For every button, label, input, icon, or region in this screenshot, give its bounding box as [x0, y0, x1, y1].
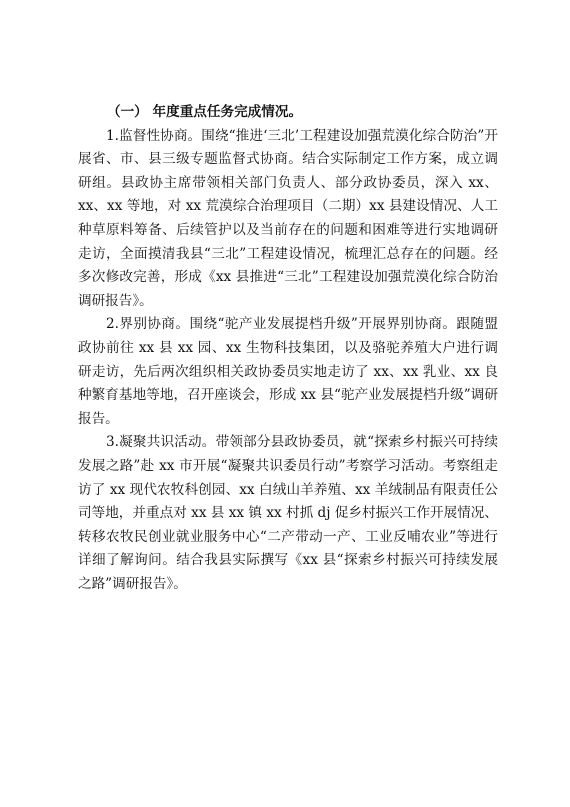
section-heading: （一） 年度重点任务完成情况。 [107, 104, 303, 120]
paragraph-sector-consultation: 2.界别协商。围绕“驼产业发展提档升级”开展界别协商。跟随盟政协前往 xx 县 xx 园、xx 生物科技集团，以及骆驼养殖大户进行调研走访，先后两次组织相关政协委员实地走访了 xx、xx 乳业、xx 良种繁育基地等地，召开座谈会，形成 xx 县“驼产业发展提档升级”调研报告。 [78, 316, 498, 427]
paragraph-supervisory-consultation: 1.监督性协商。围绕“推进‘三北’工程建设加强荒漠化综合防治”开展省、市、县三级专题监督式协商。结合实际制定工作方案，成立调研组。县政协主席带领相关部门负责人、部分政协委员，深入 xx、xx、xx 等地，对 xx 荒漠综合治理项目（二期）xx 县建设情况、人工种草原料筹备、后续管护以及当前存在的问题和困难等进行实地调研走访，全面摸清我县“三北”工程建设情况，梳理汇总存在的问题。经多次修改完善，形成《xx 县推进“三北”工程建设加强荒漠化综合防治调研报告》。 [78, 127, 498, 309]
paragraph-consensus-activity: 3.凝聚共识活动。带领部分县政协委员，就“探索乡村振兴可持续发展之路”赴 xx 市开展“凝聚共识委员行动”考察学习活动。考察组走访了 xx 现代农牧科创园、xx 白绒山羊养殖、xx 羊绒制品有限责任公司等地，并重点对 xx 县 xx 镇 xx 村抓 dj 促乡村振兴工作开展情况、转移农牧民创业就业服务中心“二产带动一产、工业反哺农业”等进行详细了解询问。结合我县实际撰写《xx 县“探索乡村振兴可持续发展之路”调研报告》。 [78, 434, 498, 592]
document-body [78, 101, 498, 596]
